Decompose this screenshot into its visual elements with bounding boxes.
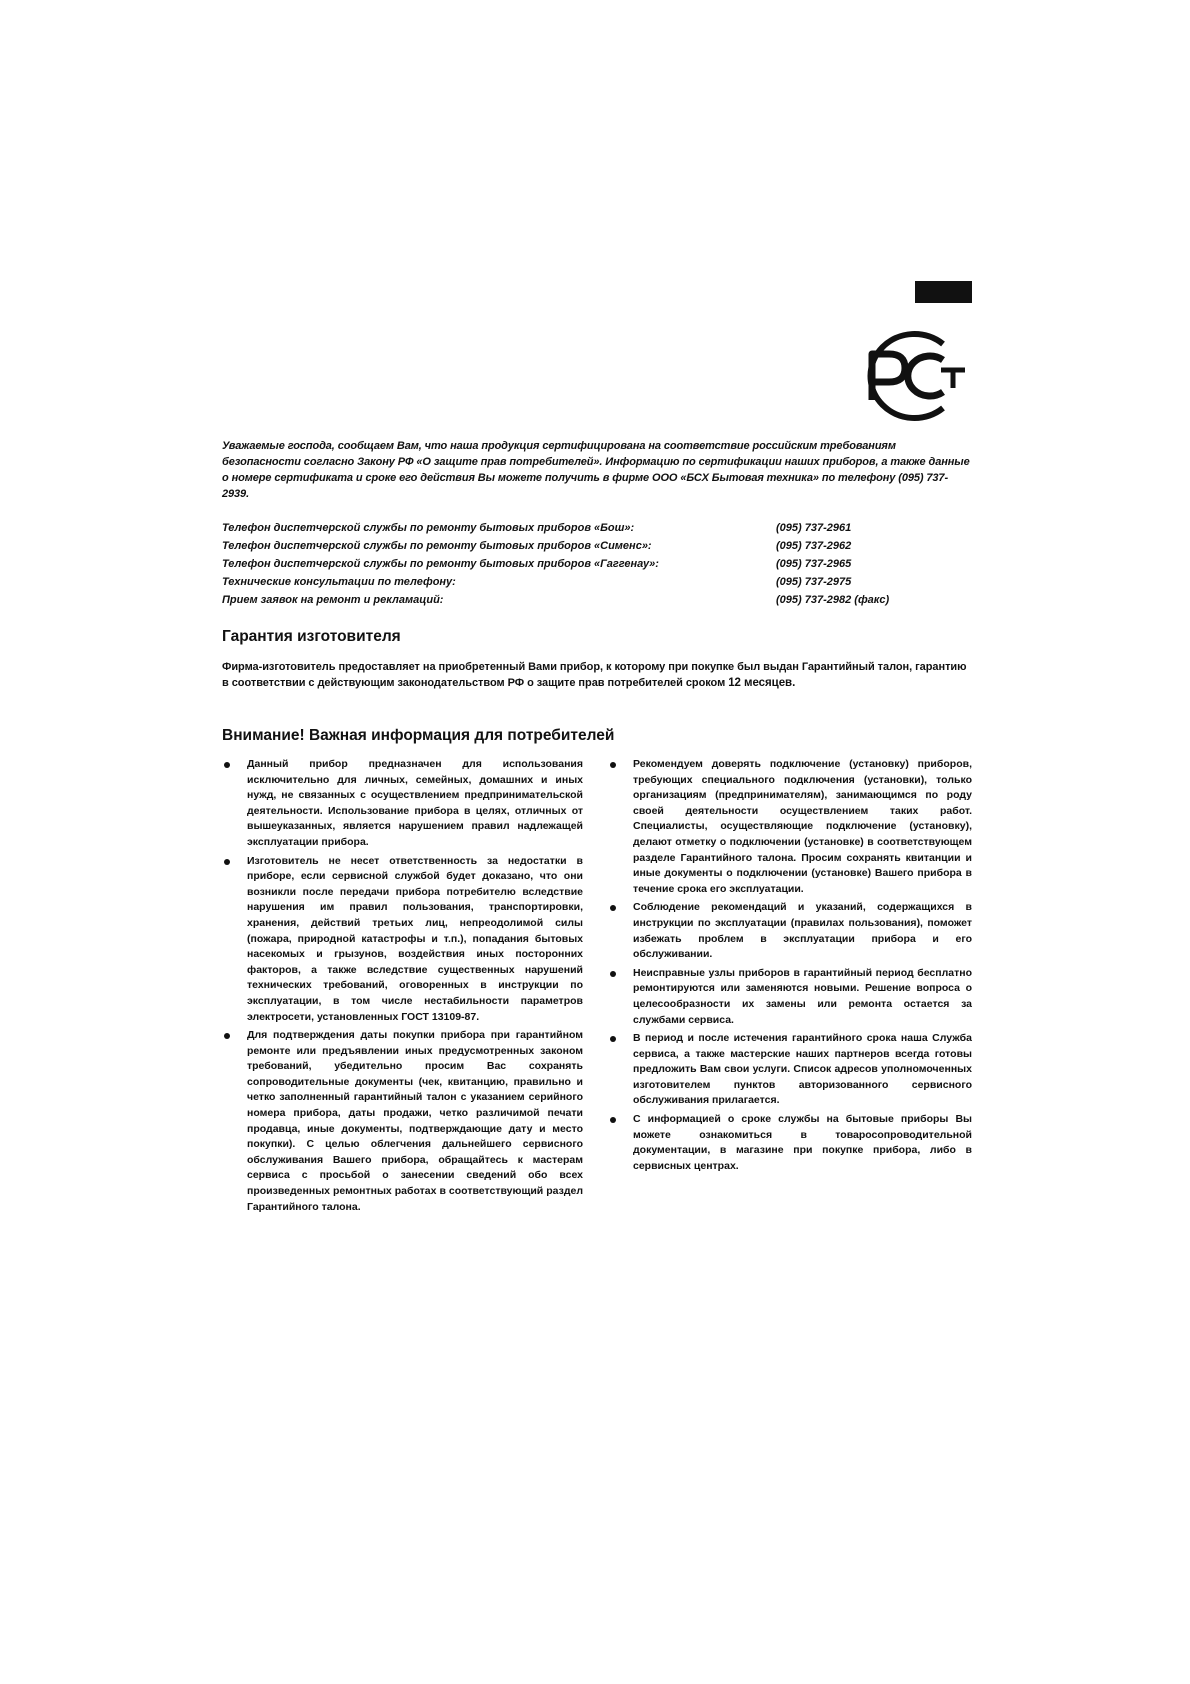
phone-number: (095) 737-2962 — [776, 540, 852, 552]
info-column-right — [608, 757, 972, 1177]
phone-label: Технические консультации по телефону: — [222, 576, 456, 588]
phone-label: Прием заявок на ремонт и рекламаций: — [222, 594, 444, 606]
list-item — [608, 1031, 972, 1109]
warranty-term: 12 месяцев. — [728, 677, 796, 689]
warranty-text: Фирма-изготовитель предоставляет на приобретенный Вами прибор, к которому при покупке был выдан Гарантийный талон, гарантию в соответствии с действующим законодательством РФ о защите прав потребителей сроком — [222, 661, 967, 689]
phone-row — [222, 537, 974, 555]
list-item-text: С информацией о сроке службы на бытовые приборы Вы можете ознакомиться в товаросопроводительной документации, в магазине при покупке прибора, либо в сервисных центрах. — [633, 1113, 972, 1172]
bullet-icon — [224, 859, 230, 865]
phone-list — [222, 519, 974, 609]
list-item-text: Данный прибор предназначен для использования исключительно для личных, семейных, домашних и иных нужд, не связанных с осуществлением предпринимательской деятельности. Использование прибора в целях, отличных от вышеуказанных, является нарушением правил надлежащей эксплуатации прибора. — [247, 758, 583, 848]
warranty-heading: Гарантия изготовителя — [222, 628, 401, 645]
phone-row — [222, 555, 974, 573]
list-item-text: Рекомендуем доверять подключение (установку) приборов, требующих специального подключения (установки), только организациям (предпринимателям), занимающимся по роду своей деятельности осуществлением таких работ. Специалисты, осуществляющие подключение (установку), делают отметку о подключении (установке) в соответствующем разделе Гарантийного талона. Просим сохранять квитанции и иные документы о подключении (установке) Вашего прибора в течение срока его эксплуатации. — [633, 758, 972, 895]
phone-row — [222, 573, 974, 591]
list-item — [608, 1112, 972, 1174]
page-marker-tab — [915, 281, 972, 303]
bullet-icon — [610, 1117, 616, 1123]
list-item — [608, 966, 972, 1028]
bullet-icon — [224, 762, 230, 768]
list-item-text: Изготовитель не несет ответственность за недостатки в приборе, если сервисной службой будет доказано, что они возникли после передачи прибора потребителю вследствие нарушения им правил пользования, транспортировки, хранения, действий третьих лиц, непреодолимой силы (пожара, природной катастрофы и т.п.), попадания бытовых насекомых и грызунов, воздействия иных посторонних факторов, а также вследствие существенных нарушений технических требований, оговоренных в инструкции по эксплуатации, в том числе нестабильности параметров электросети, установленных ГОСТ 13109-87. — [247, 854, 583, 1023]
list-item-text: Соблюдение рекомендаций и указаний, содержащихся в инструкции по эксплуатации (правилах пользования), поможет избежать проблем в эксплуатации прибора и его обслуживании. — [633, 901, 972, 961]
list-item — [222, 1028, 583, 1215]
phone-label: Телефон диспетчерской службы по ремонту бытовых приборов «Сименс»: — [222, 540, 652, 552]
bullet-icon — [224, 1033, 230, 1039]
phone-row — [222, 519, 974, 537]
list-item — [608, 757, 972, 897]
attention-heading: Внимание! Важная информация для потребителей — [222, 727, 615, 744]
phone-label: Телефон диспетчерской службы по ремонту бытовых приборов «Бош»: — [222, 522, 635, 534]
rst-certification-mark-icon — [845, 330, 965, 422]
phone-number: (095) 737-2975 — [776, 576, 852, 588]
phone-number: (095) 737-2961 — [776, 522, 852, 534]
certification-notice: Уважаемые господа, сообщаем Вам, что наша продукция сертифицирована на соответствие российским требованиям безопасности согласно Закону РФ «О защите прав потребителей». Информацию по сертификации наших приборов, а также данные о номере сертификата и сроке его действия Вы можете получить в фирме ООО «БСХ Бытовая техника» по телефону (095) 737-2939. — [222, 440, 970, 500]
list-item-text: В период и после истечения гарантийного срока наша Служба сервиса, а также мастерские наших партнеров всегда готовы предложить Вам свои услуги. Список адресов уполномоченных изготовителем пунктов авторизованного сервисного обслуживания прилагается. — [633, 1032, 972, 1107]
bullet-icon — [610, 971, 616, 977]
list-item — [222, 854, 583, 1026]
phone-number: (095) 737-2982 (факс) — [776, 594, 890, 606]
phone-row — [222, 591, 974, 609]
info-column-left — [222, 757, 583, 1218]
bullet-icon — [610, 1036, 616, 1042]
list-item-text: Неисправные узлы приборов в гарантийный период бесплатно ремонтируются или заменяются новыми. Решение вопроса о целесообразности их замены или ремонта остается за службами сервиса. — [633, 966, 972, 1026]
warranty-paragraph — [222, 659, 974, 691]
bullet-icon — [610, 905, 616, 911]
list-item — [608, 900, 972, 962]
bullet-icon — [610, 762, 616, 768]
list-item-text: Для подтверждения даты покупки прибора при гарантийном ремонте или предъявлении иных предусмотренных законом требований, убедительно просим Вас сохранять сопроводительные документы (чек, квитанцию, правильно и четко заполненный гарантийный талон с указанием серийного номера прибора, даты продажи, четко различимой печати продавца, иные документы, подтверждающие дату и место покупки). С целью облегчения дальнейшего сервисного обслуживания Вашего прибора, обращайтесь к мастерам сервиса с просьбой о занесении сведений обо всех произведенных ремонтных работах в соответствующий раздел Гарантийного талона. — [247, 1029, 583, 1213]
list-item — [222, 757, 583, 851]
phone-number: (095) 737-2965 — [776, 558, 852, 570]
phone-label: Телефон диспетчерской службы по ремонту бытовых приборов «Гаггенау»: — [222, 558, 659, 570]
